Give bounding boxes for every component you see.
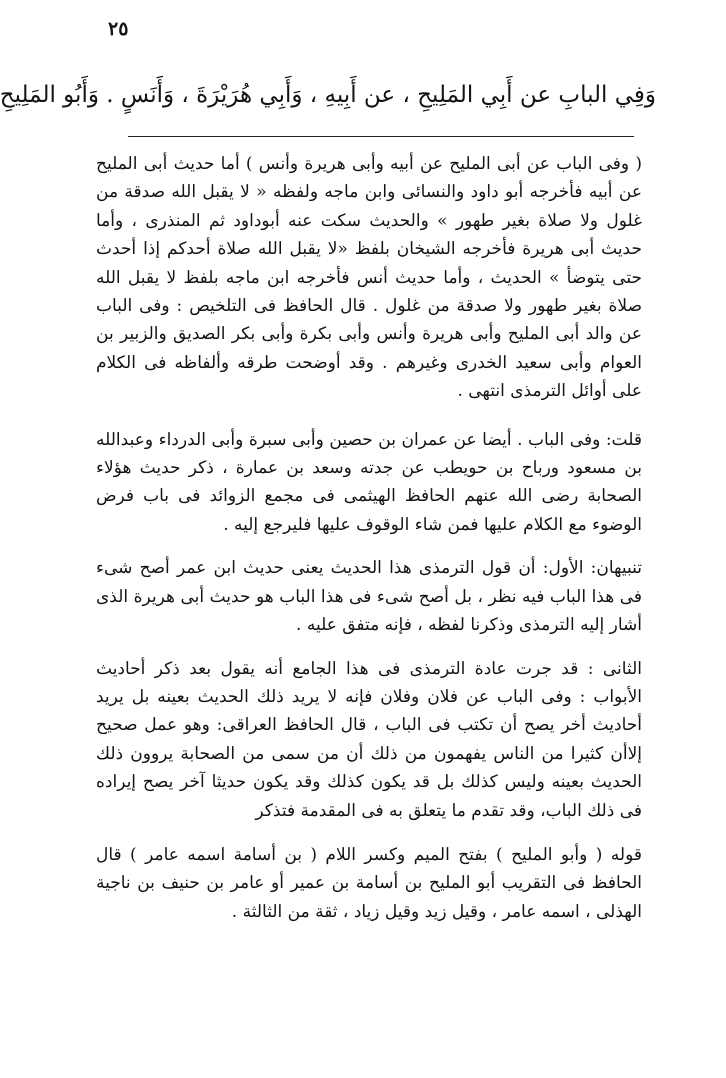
commentary-paragraph-2: قلت: وفى الباب . أيضا عن عمران بن حصين وأبى سبرة وأبى الدرداء وعبدالله بن مسعود ورباح بن حويطب عن جدته وسعد بن عمارة ، ذكر حديث هؤلاء الصحابة رضى الله عنهم الحافظ الهيثمى فى مجمع الزوائد فى باب فرض الوضوء مع الكلام عليها فمن شاء الوقوف عليها فليرجع إليه . (96, 429, 643, 535)
page-number: ٢٥ (108, 18, 129, 40)
commentary-paragraph-3: تنبيهان: الأول: أن قول الترمذى هذا الحديث يعنى حديث ابن عمر أصح شىء فى هذا الباب فيه نظر ، بل أصح شىء فى هذا الباب هو حديث أبى هريرة الذى أشار إليه الترمذى وذكرنا لفظه ، فإنه متفق عليه . (96, 558, 642, 636)
commentary-paragraph-1: ( وفى الباب عن أبى المليح عن أبيه وأبى هريرة وأنس ) أما حديث أبى المليح عن أبيه فأخرجه أبو داود والنسائى وابن ماجه ولفظه « لا يقبل الله صدقة من غلول ولا صلاة بغير طهور » والحديث سكت عنه أبوداود ثم المنذرى ، وأما حديث أبى هريرة فأخرجه الشيخان بلفظ «لا يقبل الله صلاة أحدكم إذا أحدث حتى يتوضأ » الحديث ، وأما حديث أنس فأخرجه ابن ماجه بلفظ لا يقبل الله صلاة بغير طهور ولا صدقة من غلول . قال الحافظ فى التلخيص : وفى الباب عن والد أبى المليح وأبى هريرة وأنس وأبى بكرة وأبى بكر الصديق والزبير بن العوام وأبى سعيد الخدرى وغيرهم . وقد أوضحت طرقه وألفاظه فى الكلام على أوائل الترمذى انتهى . (96, 154, 642, 402)
main-hadith-text: وَفِي البابِ عن أَبِي المَلِيحِ ، عن أَبِيهِ ، وَأَبِي هُرَيْرَةَ ، وَأَنَسٍ . وَأَبُو المَلِيحِ (0, 82, 656, 108)
commentary-paragraph-5: قوله ( وأبو المليح ) بفتح الميم وكسر اللام ( بن أسامة اسمه عامر ) قال الحافظ فى التقريب أبو المليح بن أسامة بن عمير أو عامر بن حنيف بن ناجية الهذلى ، اسمه عامر ، وقيل زيد وقيل زياد ، ثقة من الثالثة . (96, 844, 642, 922)
section-divider (128, 136, 634, 137)
commentary-paragraph-4: الثانى : قد جرت عادة الترمذى فى هذا الجامع أنه يقول بعد ذكر أحاديث الأبواب : وفى الباب عن فلان وفلان فإنه لا يريد ذلك الحديث بعينه بل يريد أحاديث أخر يصح أن تكتب فى الباب ، قال الحافظ العراقى: وهو عمل صحيح إلاأن كثيرا من الناس يفهمون من ذلك أن من سمى من الصحابة يروون ذلك الحديث بعينه وليس كذلك بل قد يكون كذلك وقد يكون حديثا آخر يصح إيراده فى ذلك الباب، وقد تقدم ما يتعلق به فى المقدمة فتذكر (96, 658, 642, 821)
commentary-section (96, 150, 642, 926)
